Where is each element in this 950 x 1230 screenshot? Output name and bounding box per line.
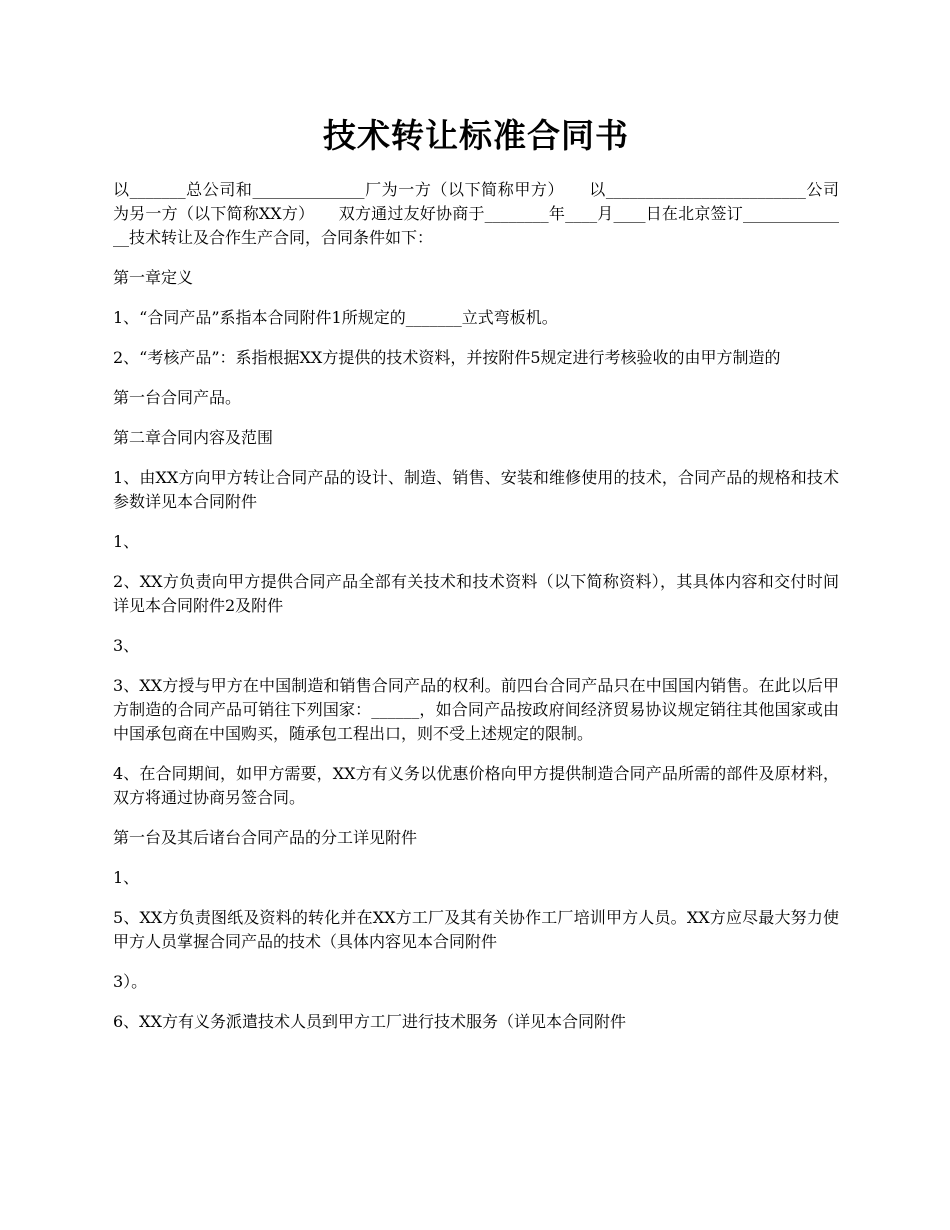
paragraph: 1、“合同产品”系指本合同附件1所规定的_______立式弯板机。 [113, 308, 558, 327]
paragraph: 6、XX方有义务派遣技术人员到甲方工厂进行技术服务（详见本合同附件 [113, 1012, 626, 1031]
chapter-heading: 第一章定义 [113, 268, 194, 287]
paragraph: 1、 [113, 868, 140, 887]
document-body [113, 178, 839, 1050]
chapter-heading: 第二章合同内容及范围 [113, 428, 274, 447]
paragraph: 3、XX方授与甲方在中国制造和销售合同产品的权利。前四台合同产品只在中国国内销售。在此以后甲方制造的合同产品可销往下列国家：______，如合同产品按政府间经济贸易协议规定销往其他国家或由中国承包商在中国购买，随承包工程出口，则不受上述规定的限制。 [113, 676, 839, 743]
paragraph: 2、XX方负责向甲方提供合同产品全部有关技术和技术资料（以下简称资料），其具体内容和交付时间详见本合同附件2及附件 [113, 572, 839, 615]
paragraph: 3）。 [113, 972, 148, 991]
paragraph: 1、 [113, 532, 140, 551]
paragraph: 第一台合同产品。 [113, 388, 242, 407]
paragraph: 1、由XX方向甲方转让合同产品的设计、制造、销售、安装和维修使用的技术，合同产品的规格和技术参数详见本合同附件 [113, 468, 839, 511]
document-title: 技术转让标准合同书 [323, 116, 629, 155]
paragraph: 3、 [113, 636, 140, 655]
paragraph: 2、“考核产品”：系指根据XX方提供的技术资料，并按附件5规定进行考核验收的由甲方制造的 [113, 348, 781, 367]
paragraph: 第一台及其后诸台合同产品的分工详见附件 [113, 828, 418, 847]
paragraph: 5、XX方负责图纸及资料的转化并在XX方工厂及其有关协作工厂培训甲方人员。XX方应尽最大努力使甲方人员掌握合同产品的技术（具体内容见本合同附件 [113, 908, 839, 951]
paragraph-intro: 以_______总公司和______________厂为一方（以下简称甲方） 以_________________________公司为另一方（以下简称XX方） 双方通过友好协商于________年____月____日在北京签订______________技术转让及合作生产合同，合同条件如下： [113, 180, 839, 247]
paragraph: 4、在合同期间，如甲方需要，XX方有义务以优惠价格向甲方提供制造合同产品所需的部件及原材料，双方将通过协商另签合同。 [113, 764, 839, 807]
